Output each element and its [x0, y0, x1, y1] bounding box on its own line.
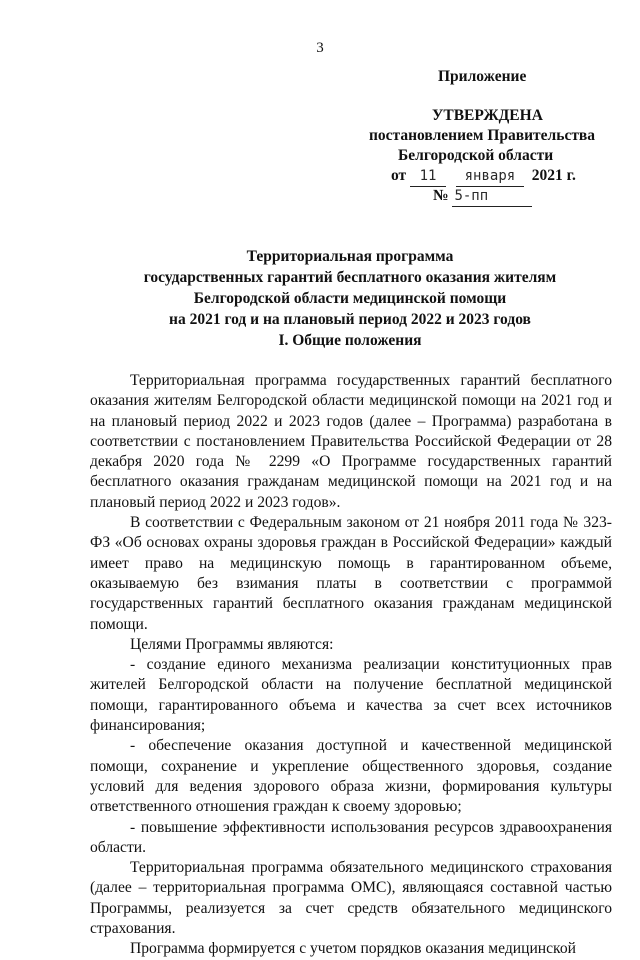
title-line: Белгородской области медицинской помощи: [193, 290, 507, 307]
date-day: 11: [410, 166, 446, 187]
decree-number: [433, 186, 532, 207]
page-number: 3: [316, 40, 324, 56]
region-line: Белгородской области: [398, 147, 554, 164]
document-title: [0, 246, 640, 330]
section-heading: I. Общие положения: [278, 332, 422, 349]
document-body: [90, 371, 612, 960]
appendix-label: Приложение: [438, 68, 527, 85]
number-value: 5-пп: [452, 186, 532, 207]
paragraph: - повышение эффективности использования ресурсов здравоохранения области.: [90, 818, 612, 856]
paragraph: Целями Программы являются:: [130, 635, 334, 653]
paragraph: - обеспечение оказания доступной и качественной медицинской помощи, сохранение и укрепление общественного здоровья, создание условий для ведения здорового образа жизни, формирования культуры ответственного отношения граждан к своему здоровью;: [90, 737, 612, 816]
paragraph: Территориальная программа обязательного медицинского страхования (далее – территориальная программа ОМС), являющаяся составной частью Программы, реализуется за счет средств обязательного медицинского страхования.: [90, 859, 612, 938]
decree-line: постановлением Правительства: [369, 127, 596, 144]
paragraph: Программа формируется с учетом порядков оказания медицинской: [130, 940, 576, 958]
title-line: на 2021 год и на плановый период 2022 и 2023 годов: [169, 311, 531, 328]
approved-label: УТВЕРЖДЕНА: [432, 107, 543, 124]
paragraph: - создание единого механизма реализации конституционных прав жителей Белгородской области на получение бесплатной медицинской помощи, гарантированного объема и качества за счет всех источников финансирования;: [90, 656, 612, 735]
title-line: Территориальная программа: [246, 248, 454, 265]
paragraph: Территориальная программа государственных гарантий бесплатного оказания жителям Белгородской области медицинской помощи на 2021 год и на плановый период 2022 и 2023 годов (далее – Программа) разработана в соответствии с постановлением Правительства Российской Федерации от 28 декабря 2020 года № 2299 «О Программе государственных гарантий бесплатного оказания гражданам медицинской помощи на 2021 год и на плановый период 2022 и 2023 годов».: [90, 372, 612, 511]
date-from-word: от: [391, 167, 407, 184]
title-line: государственных гарантий бесплатного оказания жителям: [143, 269, 557, 286]
paragraph: В соответствии с Федеральным законом от 21 ноября 2011 года № 323-ФЗ «Об основах охраны здоровья граждан в Российской Федерации» каждый имеет право на медицинскую помощь в гарантированном объеме, оказываемую без взимания платы в соответствии с программой государственных гарантий бесплатного оказания гражданам медицинской помощи.: [90, 514, 612, 633]
decree-date: [391, 166, 576, 187]
date-year: 2021 г.: [531, 167, 576, 184]
date-month: января: [456, 166, 524, 187]
number-sign: №: [433, 187, 449, 204]
